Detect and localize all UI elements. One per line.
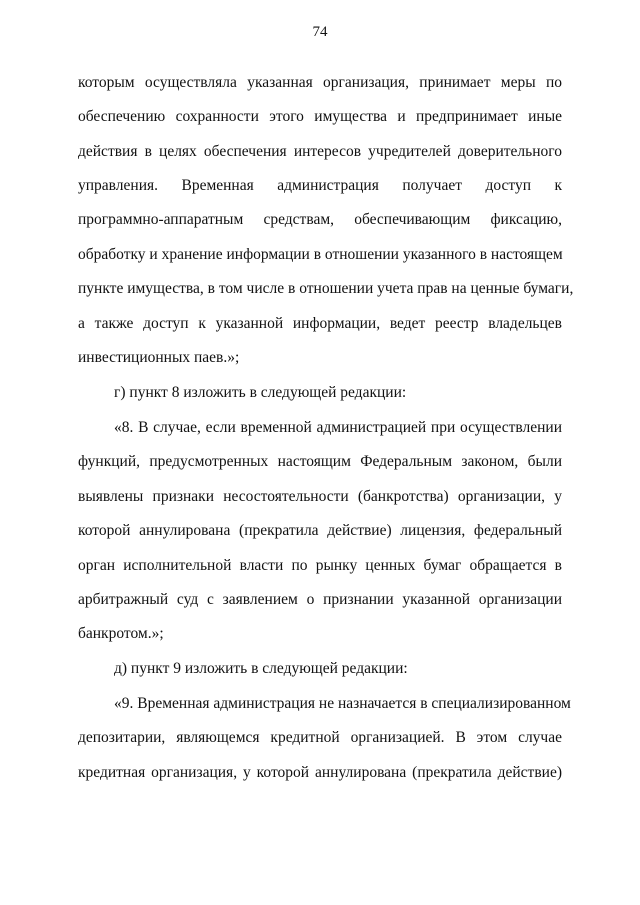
page-number: 74 [312,24,328,40]
text-line: «8. В случае, если временной администрацией при осуществлении [114,419,562,436]
text-line: «9. Временная администрация не назначается в специализированном [114,695,571,712]
text-line: г) пункт 8 изложить в следующей редакции: [114,384,407,401]
text-line: инвестиционных паев.»; [78,349,240,366]
text-line: кредитная организация, у которой аннулирована (прекратила действие) [78,764,562,781]
text-line: выявлены признаки несостоятельности (банкротства) организации, у [78,488,562,505]
text-line: которым осуществляла указанная организация, принимает меры по [78,74,562,91]
text-line: д) пункт 9 изложить в следующей редакции: [114,660,408,677]
text-line: банкротом.»; [78,625,164,642]
text-line: программно-аппаратным средствам, обеспечивающим фиксацию, [78,211,562,228]
text-line: которой аннулирована (прекратила действие) лицензия, федеральный [78,522,562,539]
text-line: функций, предусмотренных настоящим Федеральным законом, были [78,453,562,470]
text-line: орган исполнительной власти по рынку ценных бумаг обращается в [78,557,562,574]
text-line: управления. Временная администрация получает доступ к [78,177,562,194]
text-line: депозитарии, являющемся кредитной организацией. В этом случае [78,729,562,746]
text-line: а также доступ к указанной информации, ведет реестр владельцев [78,315,562,332]
text-line: действия в целях обеспечения интересов учредителей доверительного [78,143,562,160]
text-line: обеспечению сохранности этого имущества и предпринимает иные [78,108,562,125]
text-line: обработку и хранение информации в отношении указанного в настоящем [78,246,563,263]
text-line: пункте имущества, в том числе в отношении учета прав на ценные бумаги, [78,280,574,297]
text-line: арбитражный суд с заявлением о признании указанной организации [78,591,562,608]
